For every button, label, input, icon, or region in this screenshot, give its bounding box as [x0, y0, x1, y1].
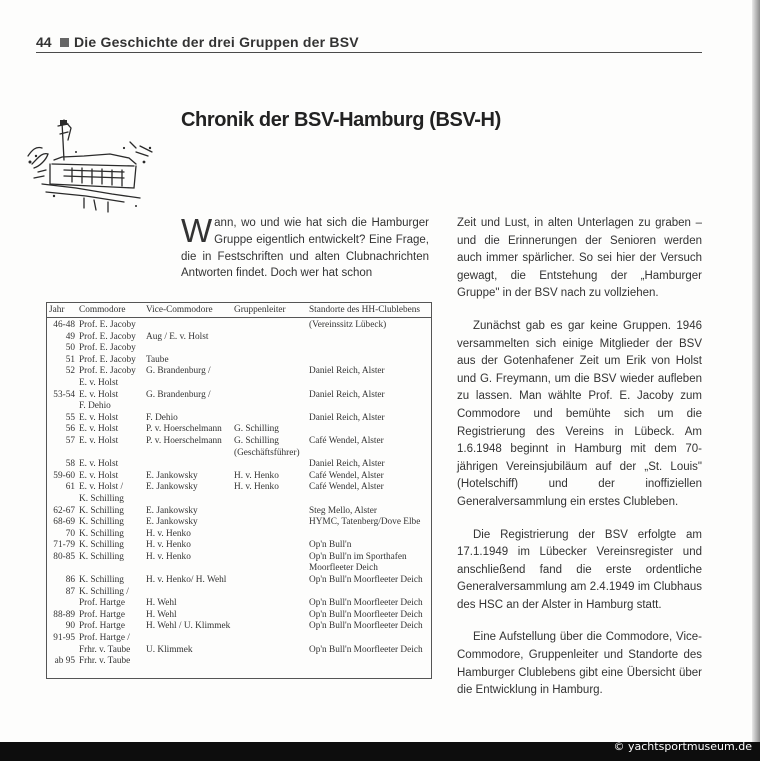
vice-commodore-cell: H. Wehl	[146, 609, 177, 620]
header-title: Die Geschichte der drei Gruppen der BSV	[74, 34, 359, 50]
table-row	[47, 343, 431, 355]
commodore-cell: K. Schilling	[79, 540, 124, 551]
paragraph-1: Zeit und Lust, in alten Unterlagen zu graben – und die Erinnerungen der Senioren werden auch immer spärlicher. So sei hier der Versuch gewagt, die Entstehung der „Hamburger Gruppe" in der BSV nach zu vollziehen.	[457, 217, 702, 300]
commodore-cell: Prof. Hartge	[79, 598, 125, 609]
right-column-text	[457, 215, 702, 715]
table-row	[47, 587, 431, 599]
commodore-cell: E. v. Holst /	[79, 482, 124, 493]
commodore-cell: Prof. Hartge	[79, 609, 125, 620]
year-cell: 51	[65, 354, 75, 365]
location-cell: Op'n Bull'n Moorfleeter Deich	[309, 575, 423, 586]
col-header-commodore: Commodore	[79, 305, 126, 315]
commodore-cell: K. Schilling	[79, 551, 124, 562]
vice-commodore-cell: H. Wehl	[146, 598, 177, 609]
col-header-year: Jahr	[49, 305, 65, 315]
table-row	[47, 575, 431, 587]
table-row	[47, 610, 431, 622]
commodore-cell: Frhr. v. Taube	[79, 656, 131, 667]
location-cell: Op'n Bull'n Moorfleeter Deich	[309, 609, 423, 620]
year-cell: 58	[65, 459, 75, 470]
table-row	[47, 332, 431, 344]
commodore-cell: E. v. Holst	[79, 377, 119, 388]
year-cell: 49	[65, 331, 75, 342]
table-row	[47, 424, 431, 436]
table-row	[47, 436, 431, 448]
vice-commodore-cell: H. v. Henko	[146, 528, 191, 539]
group-leader-cell: (Geschäftsführer)	[234, 447, 300, 458]
group-leader-cell: H. v. Henko	[234, 470, 279, 481]
location-cell: Café Wendel, Alster	[309, 435, 384, 446]
location-cell: Daniel Reich, Alster	[309, 366, 385, 377]
vice-commodore-cell: G. Brandenburg /	[146, 389, 211, 400]
table-row	[47, 529, 431, 541]
year-cell: 57	[65, 435, 75, 446]
year-cell: 59-60	[53, 470, 75, 481]
commodore-cell: Prof. E. Jacoby	[79, 343, 136, 354]
year-cell: 90	[65, 621, 75, 632]
commodore-cell: E. v. Holst	[79, 435, 119, 446]
page-edge-shadow	[752, 0, 760, 761]
paragraph-2: Zunächst gab es gar keine Gruppen. 1946 versammelten sich einige Mitglieder der BSV aus der Gotenhafener Zeit um Erik von Holst und G. Freymann, um die BSV wieder aufleben zu lassen. Man wählte Prof. E. Jacoby zum Commodore und bemühte sich um die Registrierung des Vereins in Lübeck. Am 1.6.1948 beginnt in Hamburg mit dem 70-jährigen Vereinsjubiläum auf der „St. Louis" (Hotelschiff) und der inoffiziellen Generalversammlung ein erstes Clubleben.	[457, 319, 702, 508]
table-header-row	[47, 303, 431, 318]
table-row	[47, 517, 431, 529]
commodore-cell: K. Schilling	[79, 493, 124, 504]
table-row	[47, 390, 431, 402]
chronicle-table	[46, 302, 432, 679]
location-cell: Steg Mello, Alster	[309, 505, 377, 516]
commodore-cell: E. v. Holst	[79, 470, 119, 481]
vice-commodore-cell: E. Jankowsky	[146, 470, 198, 481]
year-cell: 50	[65, 343, 75, 354]
table-row	[47, 320, 431, 332]
location-cell: Café Wendel, Alster	[309, 470, 384, 481]
table-row	[47, 598, 431, 610]
year-cell: 80-85	[53, 551, 75, 562]
year-cell: 71-79	[53, 540, 75, 551]
table-row	[47, 366, 431, 378]
location-cell: Moorfleeter Deich	[309, 563, 378, 574]
col-header-locations: Standorte des HH-Clublebens	[309, 305, 421, 315]
table-row	[47, 471, 431, 483]
commodore-cell: Frhr. v. Taube	[79, 644, 131, 655]
group-leader-cell: H. v. Henko	[234, 482, 279, 493]
year-cell: ab 95	[54, 656, 75, 667]
commodore-cell: F. Dehio	[79, 401, 111, 412]
table-row	[47, 563, 431, 575]
year-cell: 61	[65, 482, 75, 493]
vice-commodore-cell: F. Dehio	[146, 412, 178, 423]
location-cell: Café Wendel, Alster	[309, 482, 384, 493]
commodore-cell: E. v. Holst	[79, 389, 119, 400]
running-header	[36, 34, 702, 53]
location-cell: Daniel Reich, Alster	[309, 412, 385, 423]
location-cell: (Vereinssitz Lübeck)	[309, 320, 387, 330]
col-header-vice-commodore: Vice-Commodore	[146, 305, 213, 315]
table-row	[47, 645, 431, 657]
commodore-cell: K. Schilling /	[79, 586, 129, 597]
intro-paragraph	[181, 212, 429, 282]
group-leader-cell: G. Schilling	[234, 435, 279, 446]
vice-commodore-cell: E. Jankowsky	[146, 505, 198, 516]
table-row	[47, 401, 431, 413]
location-cell: Op'n Bull'n Moorfleeter Deich	[309, 621, 423, 632]
location-cell: HYMC, Tatenberg/Dove Elbe	[309, 517, 421, 528]
year-cell: 55	[65, 412, 75, 423]
table-row	[47, 540, 431, 552]
year-cell: 53-54	[53, 389, 75, 400]
vice-commodore-cell: G. Brandenburg /	[146, 366, 211, 377]
table-row	[47, 448, 431, 460]
commodore-cell: K. Schilling	[79, 575, 124, 586]
commodore-cell: Prof. E. Jacoby	[79, 331, 136, 342]
commodore-cell: Prof. Hartge	[79, 621, 125, 632]
year-cell: 88-89	[53, 609, 75, 620]
table-row	[47, 621, 431, 633]
table-row	[47, 552, 431, 564]
commodore-cell: E. v. Holst	[79, 459, 119, 470]
vice-commodore-cell: E. Jankowsky	[146, 482, 198, 493]
table-row	[47, 656, 431, 668]
location-cell: Op'n Bull'n	[309, 540, 352, 551]
year-cell: 91-95	[53, 633, 75, 644]
vice-commodore-cell: U. Klimmek	[146, 644, 193, 655]
year-cell: 86	[65, 575, 75, 586]
vice-commodore-cell: Aug / E. v. Holst	[146, 331, 209, 342]
location-cell: Daniel Reich, Alster	[309, 459, 385, 470]
commodore-cell: E. v. Holst	[79, 412, 119, 423]
col-header-group-leader: Gruppenleiter	[234, 305, 286, 315]
year-cell: 46-48	[53, 320, 75, 330]
year-cell: 68-69	[53, 517, 75, 528]
year-cell: 62-67	[53, 505, 75, 516]
commodore-cell: Prof. Hartge /	[79, 633, 130, 644]
location-cell: Op'n Bull'n Moorfleeter Deich	[309, 598, 423, 609]
vice-commodore-cell: H. v. Henko/ H. Wehl	[146, 575, 227, 586]
copyright-watermark: © yachtsportmuseum.de	[613, 740, 752, 753]
vice-commodore-cell: H. v. Henko	[146, 551, 191, 562]
paragraph-3: Die Registrierung der BSV erfolgte am 17.1.1949 im Lübecker Vereinsregister und anschließend fand die erste ordentliche Generalversammlung am 2.4.1949 im Clubhaus des HSC an der Alster in Hamburg statt.	[457, 528, 702, 611]
table-row	[47, 355, 431, 367]
vice-commodore-cell: P. v. Hoerschelmann	[146, 424, 222, 435]
commodore-cell: Prof. E. Jacoby	[79, 354, 136, 365]
vice-commodore-cell: H. Wehl / U. Klimmek	[146, 621, 231, 632]
table-row	[47, 413, 431, 425]
location-cell: Op'n Bull'n Moorfleeter Deich	[309, 644, 423, 655]
table-row	[47, 459, 431, 471]
year-cell: 87	[65, 586, 75, 597]
square-bullet-icon	[60, 38, 69, 47]
table-row	[47, 482, 431, 494]
commodore-cell: Prof. E. Jacoby	[79, 366, 136, 377]
boathouse-sketch-illustration	[24, 112, 159, 217]
commodore-cell: K. Schilling	[79, 517, 124, 528]
article-title: Chronik der BSV-Hamburg (BSV-H)	[181, 109, 501, 131]
vice-commodore-cell: P. v. Hoerschelmann	[146, 435, 222, 446]
vice-commodore-cell: H. v. Henko	[146, 540, 191, 551]
location-cell: Daniel Reich, Alster	[309, 389, 385, 400]
table-row	[47, 378, 431, 390]
table-row	[47, 506, 431, 518]
vice-commodore-cell: E. Jankowsky	[146, 517, 198, 528]
intro-text: ann, wo und wie hat sich die Hamburger Gruppe eigentlich entwickelt? Eine Frage, die in Festschriften und alten Clubnachrichten Antworten findet. Doch wer hat schon	[181, 217, 429, 280]
location-cell: Op'n Bull'n im Sporthafen	[309, 551, 407, 562]
commodore-cell: K. Schilling	[79, 528, 124, 539]
table-body	[47, 320, 431, 668]
page-number: 44	[36, 34, 52, 50]
table-row	[47, 633, 431, 645]
drop-cap: W	[181, 212, 213, 249]
paragraph-4: Eine Aufstellung über die Commodore, Vice-Commodore, Gruppenleiter und Standorte des Hamburger Clublebens gibt eine Übersicht über die Entwicklung in Hamburg.	[457, 631, 702, 697]
commodore-cell: Prof. E. Jacoby	[79, 320, 136, 330]
commodore-cell: E. v. Holst	[79, 424, 119, 435]
year-cell: 52	[65, 366, 75, 377]
table-row	[47, 494, 431, 506]
year-cell: 56	[65, 424, 75, 435]
year-cell: 70	[65, 528, 75, 539]
vice-commodore-cell: Taube	[146, 354, 169, 365]
group-leader-cell: G. Schilling	[234, 424, 279, 435]
commodore-cell: K. Schilling	[79, 505, 124, 516]
